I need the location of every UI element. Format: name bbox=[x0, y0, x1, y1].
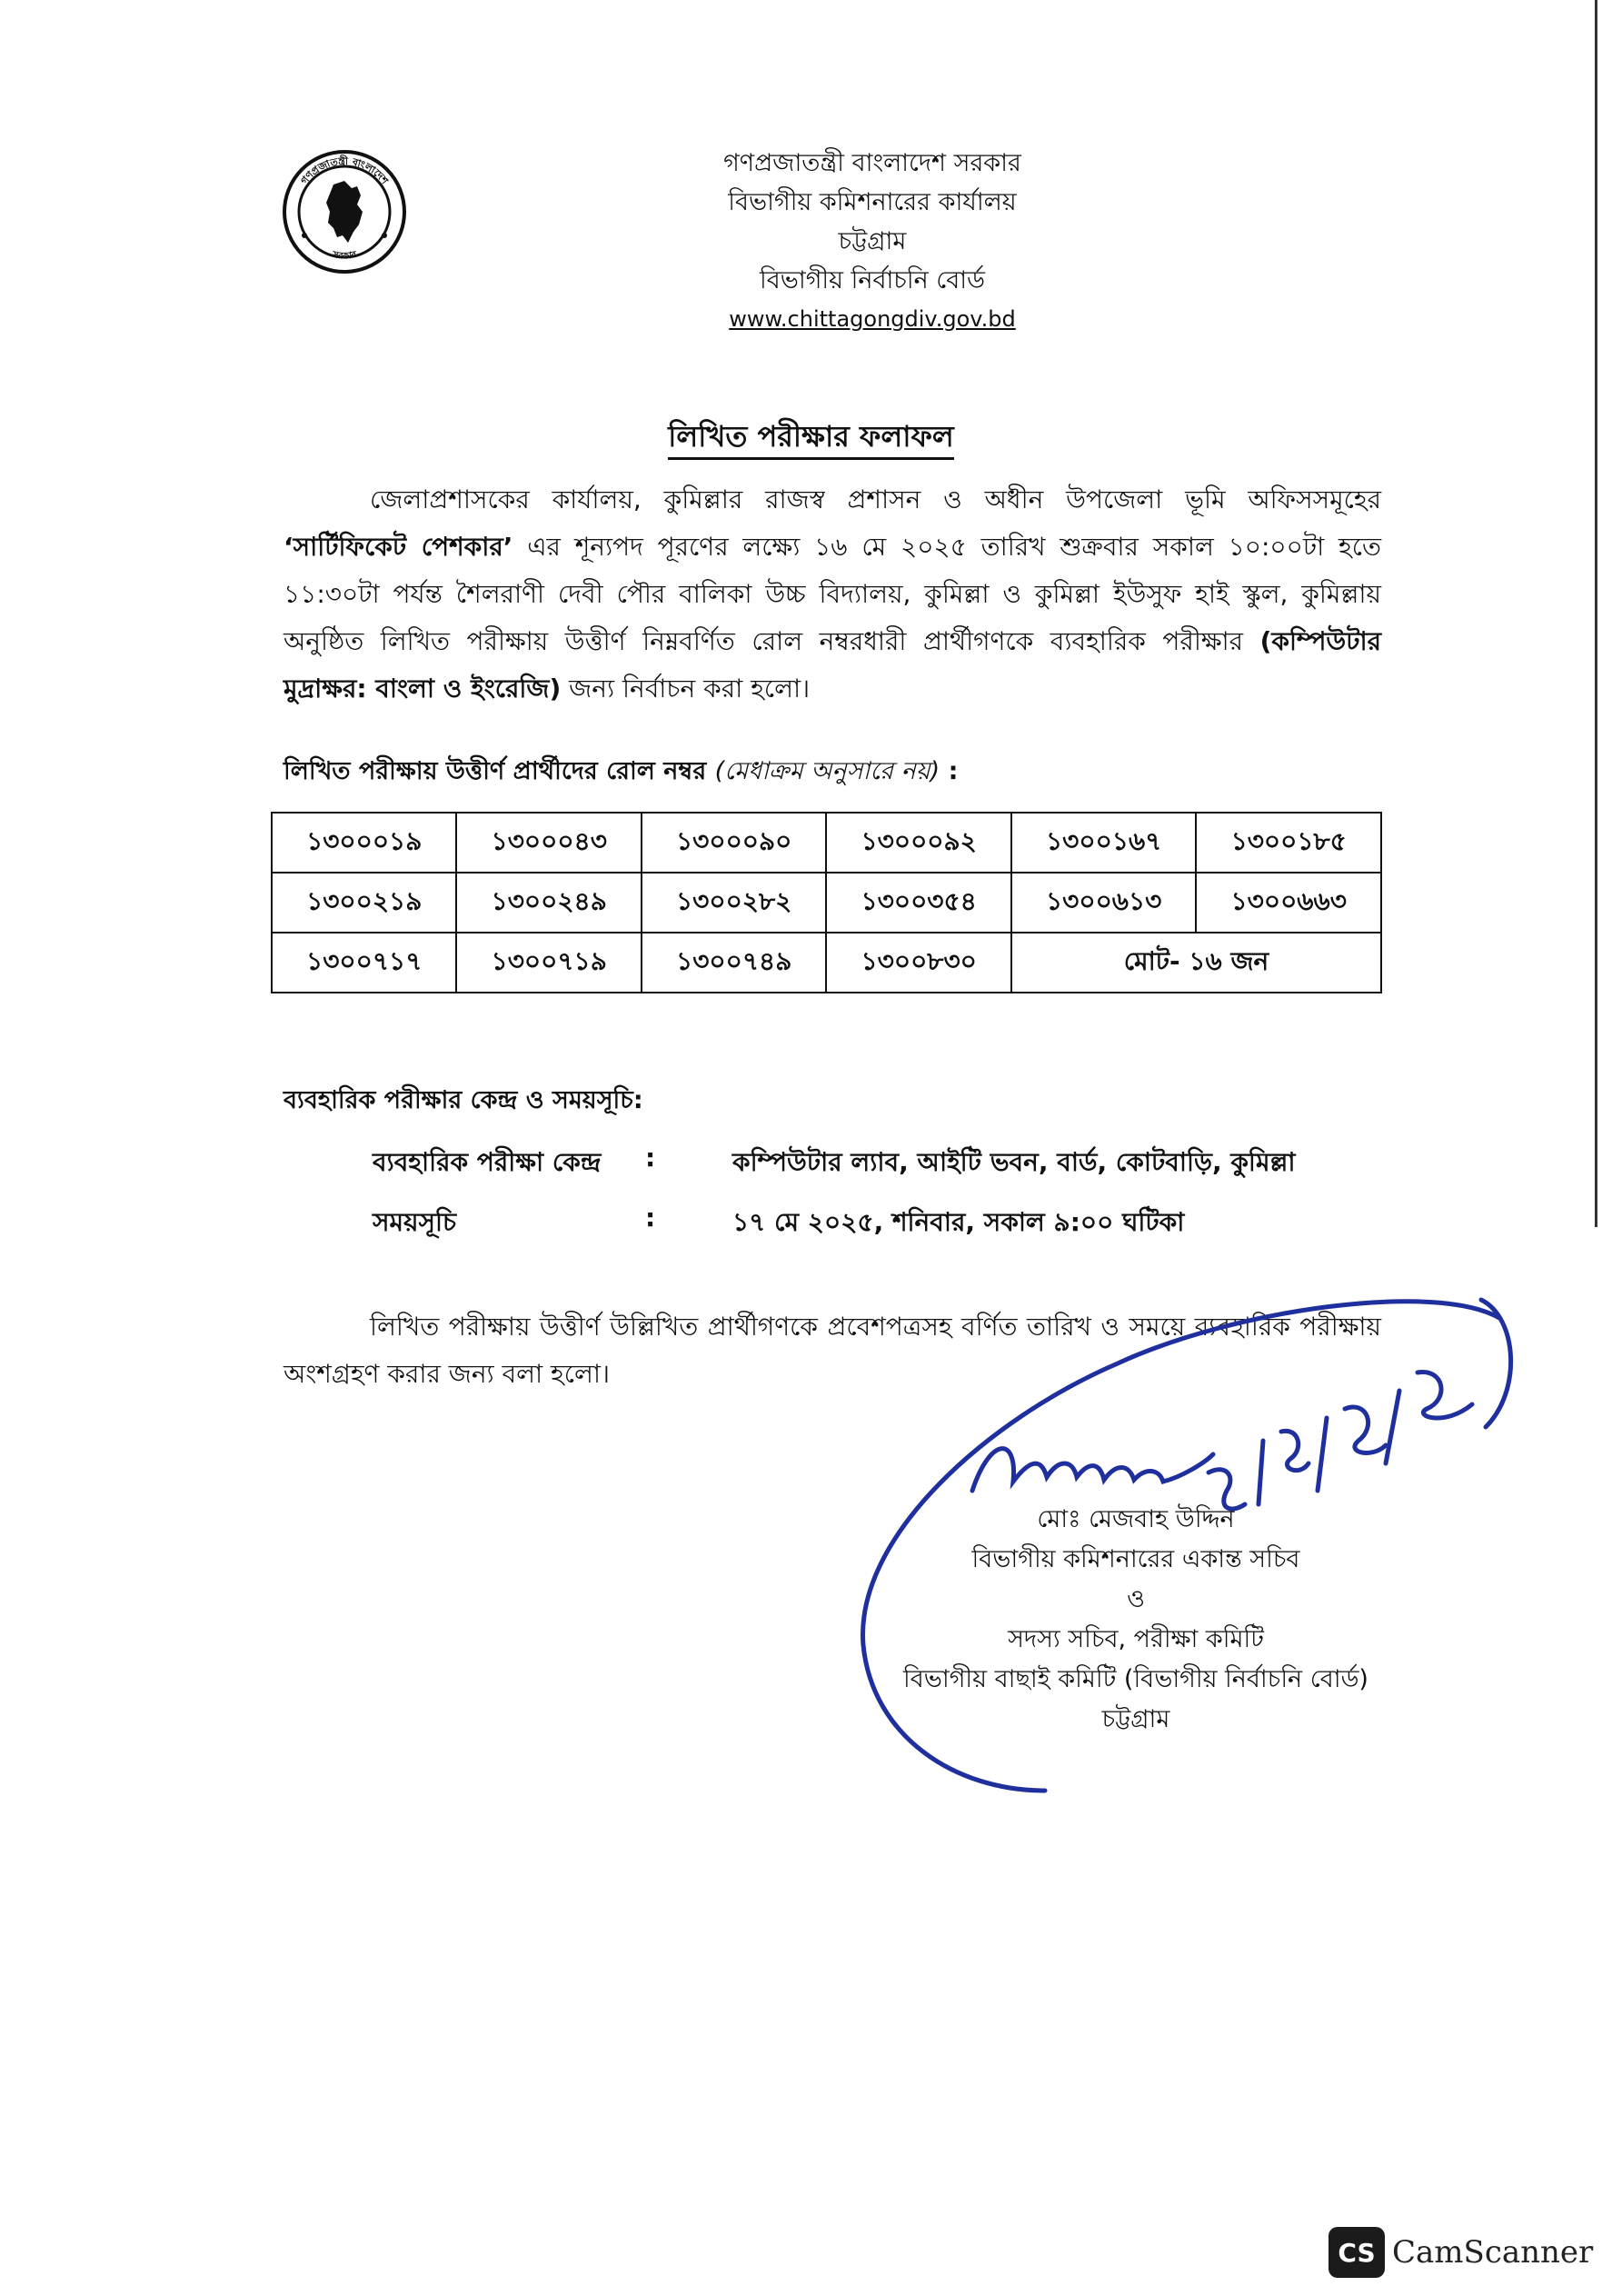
roll-heading-suffix: : bbox=[940, 757, 959, 785]
time-value: ১৭ মে ২০২৫, শনিবার, সকাল ৯:০০ ঘটিকা bbox=[732, 1207, 1185, 1237]
table-row bbox=[272, 813, 1381, 873]
roll-cell: ১৩০০০১৯ bbox=[272, 813, 456, 873]
intro-exam-type: (কম্পিউটার মুদ্রাক্ষর: বাংলা ও ইংরেজি) bbox=[284, 626, 1381, 704]
signatory-designation-1: বিভাগীয় কমিশনারের একান্ত সচিব bbox=[971, 1545, 1300, 1573]
government-seal-icon bbox=[281, 148, 408, 275]
closing-text: লিখিত পরীক্ষায় উত্তীর্ণ উল্লিখিত প্রার্থীগণকে প্রবেশপত্রসহ বর্ণিত তারিখ ও সময়ে ব্যবহারিক পরীক্ষায় অংশগ্রহণ করার জন্য বলা হলো। bbox=[284, 1312, 1381, 1389]
signatory-location: চট্টগ্রাম bbox=[1101, 1705, 1170, 1733]
seal-top-text: গণপ্রজাতন্ত্রী বাংলাদেশ bbox=[298, 155, 391, 187]
intro-paragraph bbox=[284, 476, 1381, 713]
roll-cell: ১৩০০১৮৫ bbox=[1196, 813, 1381, 873]
intro-part2: এর শূন্যপদ পূরণের লক্ষ্যে ১৬ মে ২০২৫ তারিখ শুক্রবার সকাল ১০:০০টা হতে ১১:৩০টা পর্যন্ত শৈলরাণী দেবী পৌর বালিকা উচ্চ বিদ্যালয়, কুমিল্লা ও কুমিল্লা ইউসুফ হাই স্কুল, কুমিল্লায় অনুষ্ঠিত লিখিত পরীক্ষায় উত্তীর্ণ নিম্নবর্ণিত রোল নম্বরধারী প্রার্থীগণকে ব্যবহারিক পরীক্ষার bbox=[284, 532, 1381, 656]
roll-cell: ১৩০০৩৫৪ bbox=[826, 873, 1010, 933]
office-header bbox=[636, 144, 1109, 339]
roll-cell: ১৩০০২৪৯ bbox=[456, 873, 641, 933]
header-city: চট্টগ্রাম bbox=[838, 227, 907, 255]
signatory-designation-3: বিভাগীয় বাছাই কমিটি (বিভাগীয় নির্বাচনি বোর্ড) bbox=[903, 1665, 1368, 1693]
time-label: সময়সূচি bbox=[373, 1207, 457, 1237]
roll-cell: ১৩০০০৯২ bbox=[826, 813, 1010, 873]
signatory-designation-2: সদস্য সচিব, পরীক্ষা কমিটি bbox=[1008, 1625, 1264, 1653]
document-title bbox=[0, 414, 1622, 463]
table-row bbox=[272, 933, 1381, 993]
camscanner-logo-icon: CS bbox=[1328, 2227, 1385, 2278]
roll-cell: ১৩০০১৬৭ bbox=[1011, 813, 1196, 873]
roll-heading-note: (মেধাক্রম অনুসারে নয়) bbox=[714, 757, 940, 785]
header-government: গণপ্রজাতন্ত্রী বাংলাদেশ সরকার bbox=[723, 149, 1021, 177]
header-office: বিভাগীয় কমিশনারের কার্যালয় bbox=[728, 188, 1017, 216]
roll-cell: ১৩০০২১৯ bbox=[272, 873, 456, 933]
roll-cell: ১৩০০৬৬৩ bbox=[1196, 873, 1381, 933]
center-label: ব্যবহারিক পরীক্ষা কেন্দ্র bbox=[373, 1147, 602, 1177]
seal-bottom-text: সরকার bbox=[331, 249, 358, 262]
roll-cell: ১৩০০৬১৩ bbox=[1011, 873, 1196, 933]
camscanner-text: CamScanner bbox=[1392, 2234, 1594, 2271]
center-colon: : bbox=[645, 1143, 656, 1173]
roll-cell: ১৩০০৮৩০ bbox=[826, 933, 1010, 993]
schedule-heading: ব্যবহারিক পরীক্ষার কেন্দ্র ও সময়সূচি: bbox=[284, 1086, 643, 1114]
signatory-name: মোঃ মেজবাহ উদ্দিন bbox=[1037, 1505, 1235, 1533]
roll-cell: ১৩০০৭৪৯ bbox=[642, 933, 826, 993]
time-colon: : bbox=[645, 1203, 656, 1233]
roll-heading-text: লিখিত পরীক্ষায় উত্তীর্ণ প্রার্থীদের রোল নম্বর bbox=[284, 757, 715, 785]
roll-cell: ১৩০০৭১৯ bbox=[456, 933, 641, 993]
header-website: www.chittagongdiv.gov.bd bbox=[729, 306, 1016, 332]
roll-number-table bbox=[271, 812, 1382, 993]
roll-cell: ১৩০০০৯০ bbox=[642, 813, 826, 873]
camscanner-watermark bbox=[1328, 2225, 1593, 2280]
header-board: বিভাগীয় নির্বাচনি বোর্ড bbox=[760, 266, 985, 294]
intro-part1: জেলাপ্রশাসকের কার্যালয়, কুমিল্লার রাজস্ব প্রশাসন ও অধীন উপজেলা ভূমি অফিসসমূহের bbox=[370, 484, 1381, 514]
document-title-text: লিখিত পরীক্ষার ফলাফল bbox=[668, 419, 953, 460]
roll-cell: ১৩০০২৮২ bbox=[642, 873, 826, 933]
intro-part3: জন্য নির্বাচন করা হলো। bbox=[561, 674, 811, 704]
table-row bbox=[272, 873, 1381, 933]
signature-block bbox=[818, 1500, 1454, 1740]
total-cell: মোট- ১৬ জন bbox=[1011, 933, 1381, 993]
roll-cell: ১৩০০০৪৩ bbox=[456, 813, 641, 873]
center-value: কম্পিউটার ল্যাব, আইটি ভবন, বার্ড, কোটবাড়ি, কুমিল্লা bbox=[732, 1147, 1296, 1177]
svg-text:সরকার bbox=[331, 250, 358, 262]
roll-cell: ১৩০০৭১৭ bbox=[272, 933, 456, 993]
intro-post-name: ‘সার্টিফিকেট পেশকার’ bbox=[284, 532, 513, 562]
scan-edge-line bbox=[1595, 0, 1597, 1227]
signatory-conjunction: ও bbox=[1127, 1585, 1145, 1613]
roll-heading bbox=[284, 753, 958, 794]
